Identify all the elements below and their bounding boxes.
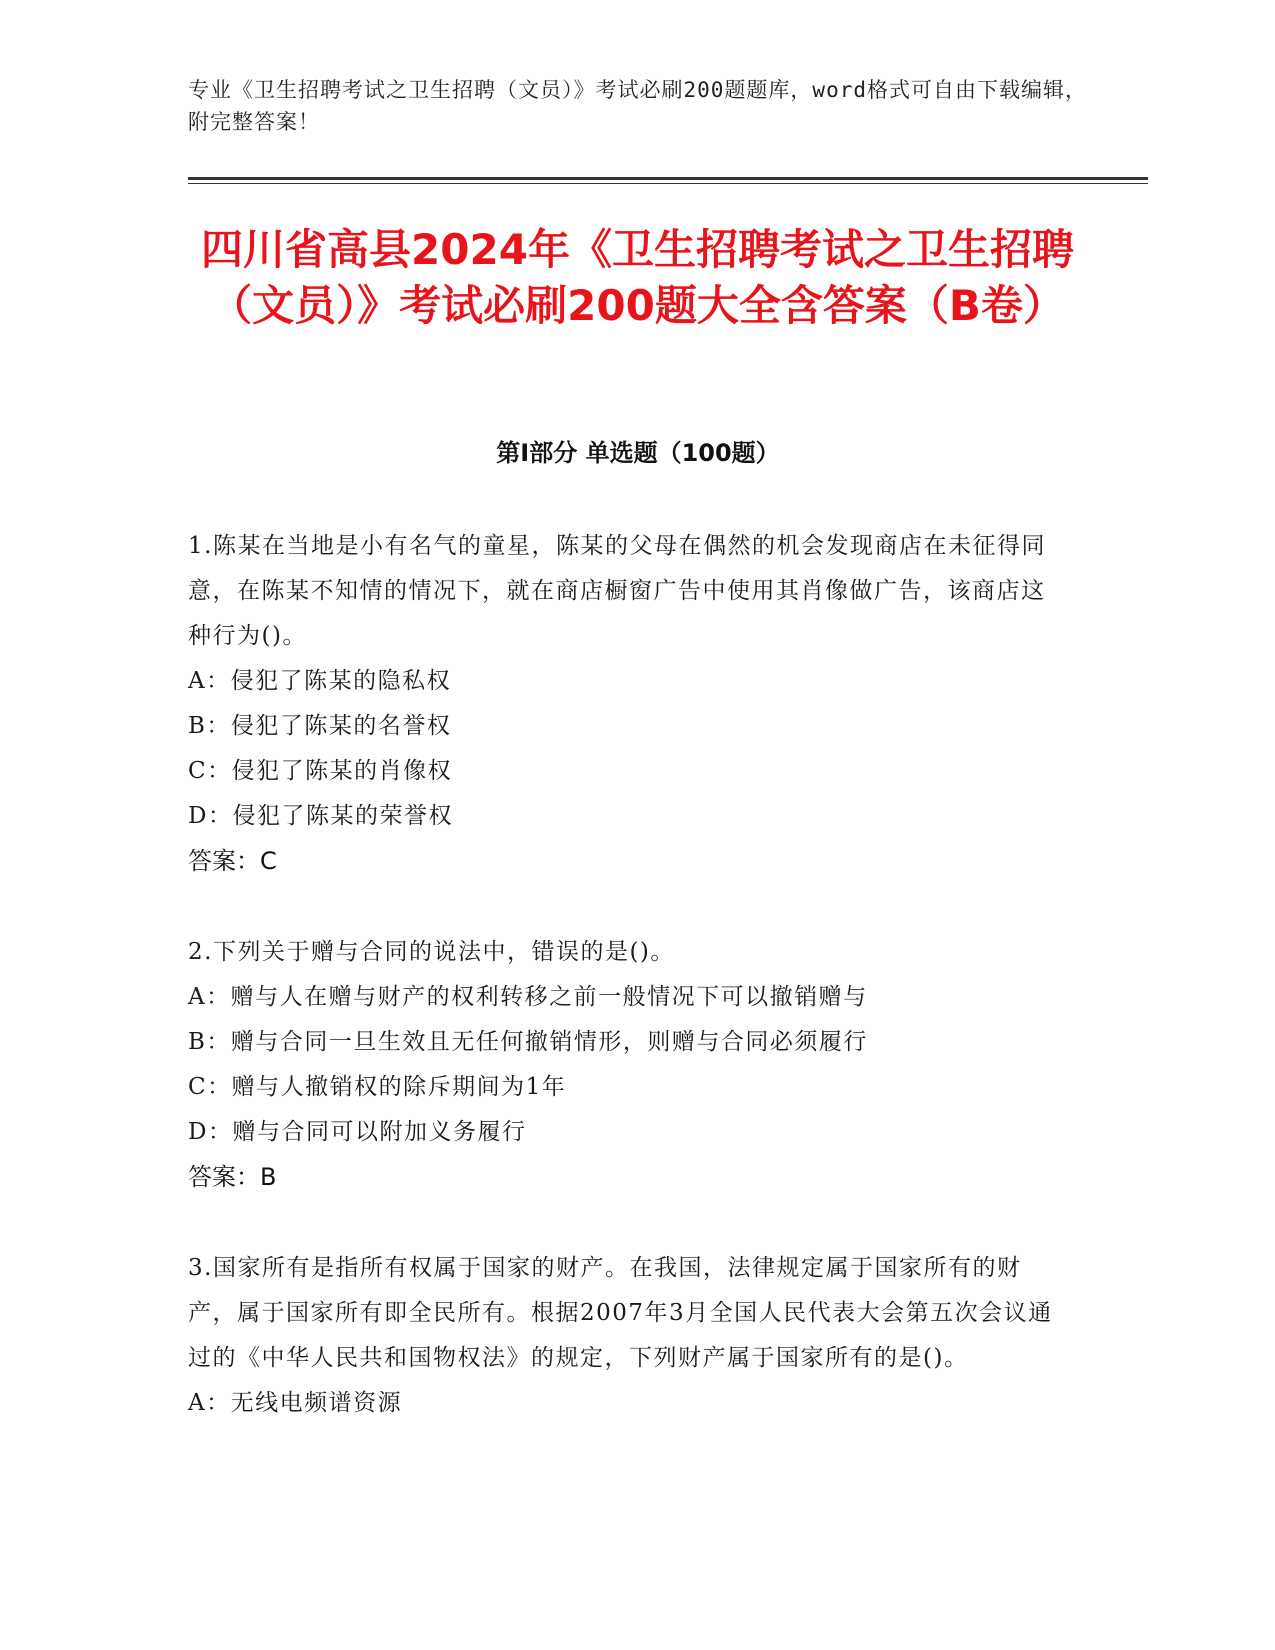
option-b: B：赠与合同一旦生效且无任何撤销情形，则赠与合同必须履行: [188, 1029, 868, 1055]
document-title: 四川省高县2024年《卫生招聘考试之卫生招聘（文员）》考试必刷200题大全含答案（B卷）: [201, 225, 1074, 330]
option-d: D：赠与合同可以附加义务履行: [188, 1119, 527, 1145]
header-divider-thin: [188, 183, 1148, 184]
option-a: A：赠与人在赠与财产的权利转移之前一般情况下可以撤销赠与: [188, 984, 868, 1010]
option-b: B：侵犯了陈某的名誉权: [188, 713, 452, 739]
question-text: 1.陈某在当地是小有名气的童星，陈某的父母在偶然的机会发现商店在未征得同意，在陈某不知情的情况下，就在商店橱窗广告中使用其肖像做广告，该商店这种行为()。: [188, 533, 1046, 649]
answer-label: 答案：B: [188, 1163, 277, 1191]
option-d: D：侵犯了陈某的荣誉权: [188, 803, 453, 829]
option-c: C：侵犯了陈某的肖像权: [188, 758, 453, 784]
header-divider-thick: [188, 177, 1148, 180]
option-c: C：赠与人撤销权的除斥期间为1年: [188, 1074, 567, 1100]
section-heading: 第I部分 单选题（100题）: [496, 439, 780, 467]
question-3: [188, 1246, 1068, 1426]
question-text: 2.下列关于赠与合同的说法中，错误的是()。: [188, 939, 675, 965]
answer-label: 答案：C: [188, 847, 277, 875]
question-text: 3.国家所有是指所有权属于国家的财产。在我国，法律规定属于国家所有的财产，属于国家所有即全民所有。根据2007年3月全国人民代表大会第五次会议通过的《中华人民共和国物权法》的规定，下列财产属于国家所有的是()。: [188, 1255, 1053, 1371]
question-1: [188, 524, 1068, 884]
header-note: 专业《卫生招聘考试之卫生招聘（文员）》考试必刷200题题库，word格式可自由下载编辑，附完整答案！: [188, 78, 1087, 134]
option-a: A：侵犯了陈某的隐私权: [188, 668, 452, 694]
question-2: [188, 930, 1068, 1200]
question-list: [188, 524, 1068, 1472]
option-a: A：无线电频谱资源: [188, 1390, 403, 1416]
